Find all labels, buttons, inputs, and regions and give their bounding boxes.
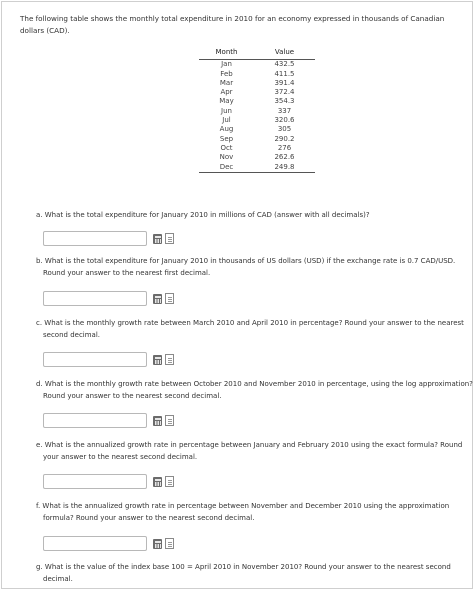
month-cell: Oct	[220, 143, 233, 152]
value-cell: 372.4	[274, 88, 295, 97]
answer-c-tools	[153, 354, 175, 366]
question-page	[1, 1, 473, 589]
month-cell: Jan	[221, 60, 232, 69]
answer-e-input[interactable]	[43, 474, 147, 489]
table-row	[199, 125, 315, 134]
table-row	[199, 144, 315, 153]
question-a	[36, 209, 472, 221]
intro-text: The following table shows the monthly total expenditure in 2010 for an economy expressed in thousands of Canadian dollars (CAD).	[20, 14, 445, 35]
question-f-text-cont: formula? Round your answer to the nearest second decimal.	[43, 514, 255, 522]
question-g-text-cont: decimal.	[43, 575, 73, 583]
document-icon[interactable]	[165, 293, 174, 304]
value-cell: 432.5	[274, 60, 295, 69]
document-icon[interactable]	[165, 415, 174, 426]
question-d-text-cont: Round your answer to the nearest second decimal.	[43, 392, 222, 400]
value-cell: 354.3	[274, 97, 295, 106]
question-b-text-cont: Round your answer to the nearest first decimal.	[43, 269, 211, 277]
table-row	[199, 88, 315, 97]
value-cell: 305	[277, 125, 292, 134]
answer-b-input[interactable]	[43, 291, 147, 306]
column-header-month: Month	[199, 47, 254, 60]
document-icon[interactable]	[165, 354, 174, 365]
column-header-value: Value	[254, 47, 315, 60]
question-g-text: g. What is the value of the index base 100 = April 2010 in November 2010? Round your answer to the nearest second	[36, 563, 451, 571]
question-d	[36, 378, 472, 402]
calculator-icon[interactable]	[153, 355, 162, 365]
month-cell: Jul	[222, 116, 231, 125]
value-cell: 320.6	[274, 116, 295, 125]
question-e	[36, 439, 472, 463]
table-row	[199, 107, 315, 116]
table-row	[199, 79, 315, 88]
answer-d-tools	[153, 415, 175, 427]
answer-a-input[interactable]	[43, 231, 147, 246]
month-cell: Sep	[219, 134, 234, 143]
question-e-text: e. What is the annualized growth rate in percentage between January and February 2010 using the exact formula? Round	[36, 441, 463, 449]
table-row	[199, 116, 315, 125]
answer-d-input[interactable]	[43, 413, 147, 428]
table-row	[199, 135, 315, 144]
value-cell: 290.2	[274, 134, 295, 143]
document-icon[interactable]	[165, 538, 174, 549]
question-e-text-cont: your answer to the nearest second decimal.	[43, 453, 198, 461]
question-a-text: a. What is the total expenditure for January 2010 in millions of CAD (answer with all decimals)?	[36, 211, 370, 219]
answer-f-input[interactable]	[43, 536, 147, 551]
month-cell: Dec	[199, 163, 254, 173]
month-cell: Aug	[219, 125, 234, 134]
calculator-icon[interactable]	[153, 234, 162, 244]
answer-a-tools	[153, 233, 175, 245]
answer-f-tools	[153, 538, 175, 550]
document-icon[interactable]	[165, 476, 174, 487]
value-cell: 337	[277, 106, 292, 115]
answer-b-tools	[153, 293, 175, 305]
month-cell: Jun	[221, 106, 232, 115]
month-cell: Nov	[219, 153, 234, 162]
question-b	[36, 255, 472, 279]
value-cell: 391.4	[274, 78, 295, 87]
calculator-icon[interactable]	[153, 416, 162, 426]
question-c	[36, 317, 472, 341]
value-cell: 276	[277, 143, 292, 152]
question-d-text: d. What is the monthly growth rate between October 2010 and November 2010 in percentage, using the log approximation?	[36, 380, 473, 388]
month-cell: Feb	[220, 69, 233, 78]
question-c-text-cont: second decimal.	[43, 331, 101, 339]
month-cell: Mar	[219, 78, 234, 87]
calculator-icon[interactable]	[153, 294, 162, 304]
month-cell: May	[219, 97, 234, 106]
question-c-text: c. What is the monthly growth rate between March 2010 and April 2010 in percentage? Round your answer to the nearest	[36, 319, 464, 327]
answer-e-tools	[153, 476, 175, 488]
calculator-icon[interactable]	[153, 477, 162, 487]
table-row	[199, 153, 315, 162]
table-row	[199, 97, 315, 106]
answer-c-input[interactable]	[43, 352, 147, 367]
table-header-row	[199, 47, 315, 60]
question-g	[36, 561, 472, 585]
question-b-text: b. What is the total expenditure for January 2010 in thousands of US dollars (USD) if the exchange rate is 0.7 CAD/USD.	[36, 257, 456, 265]
month-cell: Apr	[220, 88, 233, 97]
value-cell: 411.5	[274, 69, 295, 78]
question-f-text: f. What is the annualized growth rate in percentage between November and December 2010 using the approximation	[36, 502, 450, 510]
table-row	[199, 60, 315, 70]
question-f	[36, 500, 472, 524]
value-cell: 249.8	[254, 163, 315, 173]
value-cell: 262.6	[274, 153, 295, 162]
expenditure-table	[199, 47, 315, 173]
table-row	[199, 163, 315, 173]
calculator-icon[interactable]	[153, 539, 162, 549]
document-icon[interactable]	[165, 233, 174, 244]
table-row	[199, 70, 315, 79]
